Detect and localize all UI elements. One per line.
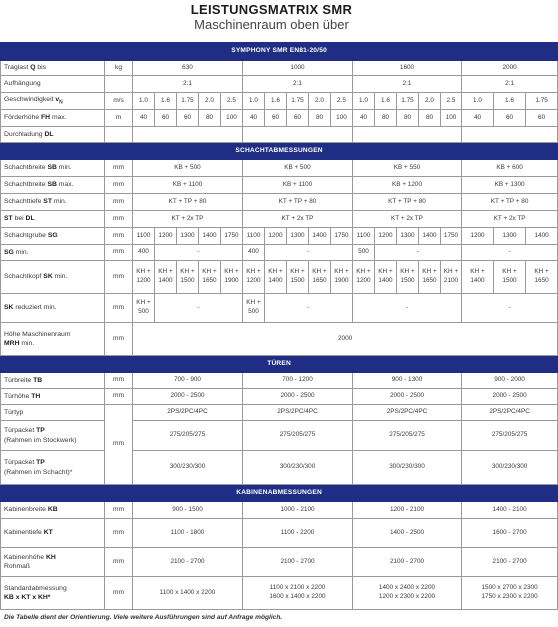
sg-cell: 1200 bbox=[155, 228, 177, 245]
sg-cell: 1750 bbox=[221, 228, 243, 245]
row-aufhaengung bbox=[1, 76, 558, 93]
speed-cell: 1.6 bbox=[265, 93, 287, 110]
sg-cell: 1200 bbox=[375, 228, 397, 245]
sg-cell: 1300 bbox=[397, 228, 419, 245]
tt-value: 2PS/2PC/4PC bbox=[243, 405, 353, 421]
page-title: LEISTUNGSMATRIX SMR bbox=[190, 2, 353, 17]
tb-value: 700 - 900 bbox=[133, 373, 243, 389]
sk-cell: KH + 1500 bbox=[397, 261, 419, 294]
sk-red-cell: KH + 500 bbox=[243, 294, 265, 323]
sb-min-value: KB + 500 bbox=[243, 160, 353, 177]
sg-min-cell: - bbox=[375, 245, 462, 261]
footnote: Die Tabelle dient der Orientierung. Viele weitere Ausführungen sind auf Anfrage möglich. bbox=[4, 614, 283, 621]
row-kh bbox=[1, 548, 558, 577]
label-kh: Kabinenhöhe KH Rohmaß bbox=[1, 548, 105, 577]
unit-kg: kg bbox=[105, 61, 133, 76]
tp1-value: 275/205/275 bbox=[243, 421, 353, 451]
fh-cell: 60 bbox=[526, 110, 558, 127]
sb-max-value: KB + 1200 bbox=[353, 177, 462, 194]
page-header bbox=[0, 0, 543, 31]
symphony-header-row bbox=[1, 43, 558, 61]
sk-red-cell: KH + 500 bbox=[133, 294, 155, 323]
kt-value: 1400 - 2500 bbox=[353, 519, 462, 548]
aufh-value: 2:1 bbox=[462, 76, 558, 93]
kb-value: 1400 - 2100 bbox=[462, 502, 558, 519]
fh-cell: 60 bbox=[265, 110, 287, 127]
sk-red-cell: - bbox=[265, 294, 353, 323]
fh-cell: 40 bbox=[353, 110, 375, 127]
fh-cell: 60 bbox=[494, 110, 526, 127]
mrh-value: 2000 bbox=[133, 323, 558, 356]
sk-cell: KH + 1200 bbox=[243, 261, 265, 294]
fh-cell: 40 bbox=[462, 110, 494, 127]
st-min-value: KT + TP + 80 bbox=[462, 194, 558, 211]
unit-mm: mm bbox=[105, 373, 133, 389]
row-sb-min bbox=[1, 160, 558, 177]
row-kt bbox=[1, 519, 558, 548]
empty-cell bbox=[353, 127, 462, 143]
st-dl-value: KT + 2x TP bbox=[133, 211, 243, 228]
tt-value: 2PS/2PC/4PC bbox=[462, 405, 558, 421]
section-tueren-header: TÜREN bbox=[1, 356, 558, 373]
sk-red-cell: - bbox=[462, 294, 558, 323]
kt-value: 1100 - 2200 bbox=[243, 519, 353, 548]
q-value: 1600 bbox=[353, 61, 462, 76]
std-value: 1100 x 2100 x 2200 1600 x 1400 x 2200 bbox=[243, 577, 353, 610]
empty-cell bbox=[133, 127, 243, 143]
unit-mm: mm bbox=[105, 228, 133, 245]
sk-cell: KH + 1400 bbox=[155, 261, 177, 294]
label-sg-min: SG min. bbox=[1, 245, 105, 261]
sk-cell: KH + 1900 bbox=[331, 261, 353, 294]
sg-cell: 1200 bbox=[462, 228, 494, 245]
speed-cell: 2.5 bbox=[331, 93, 353, 110]
aufh-value: 2:1 bbox=[133, 76, 243, 93]
fh-cell: 60 bbox=[155, 110, 177, 127]
unit-mm: mm bbox=[105, 519, 133, 548]
sk-cell: KH + 1900 bbox=[221, 261, 243, 294]
label-tb: Türbreite TB bbox=[1, 373, 105, 389]
sk-cell: KH + 1500 bbox=[287, 261, 309, 294]
sg-min-cell: 500 bbox=[353, 245, 375, 261]
label-kt: Kabinentiefe KT bbox=[1, 519, 105, 548]
sg-cell: 1100 bbox=[353, 228, 375, 245]
sg-cell: 1300 bbox=[177, 228, 199, 245]
row-st-min bbox=[1, 194, 558, 211]
sk-cell: KH + 1650 bbox=[199, 261, 221, 294]
sk-cell: KH + 1400 bbox=[375, 261, 397, 294]
std-value: 1100 x 1400 x 2200 bbox=[133, 577, 243, 610]
speed-cell: 1.75 bbox=[397, 93, 419, 110]
section-schacht-row bbox=[1, 143, 558, 160]
tb-value: 700 - 1200 bbox=[243, 373, 353, 389]
row-foerderhoehe bbox=[1, 110, 558, 127]
speed-cell: 1.0 bbox=[462, 93, 494, 110]
aufh-value: 2:1 bbox=[243, 76, 353, 93]
fh-cell: 80 bbox=[309, 110, 331, 127]
tp1-value: 275/205/275 bbox=[133, 421, 243, 451]
sk-cell: KH + 1200 bbox=[353, 261, 375, 294]
kh-value: 2100 - 2700 bbox=[133, 548, 243, 577]
tp1-value: 275/205/275 bbox=[462, 421, 558, 451]
kh-value: 2100 - 2700 bbox=[353, 548, 462, 577]
row-sb-max bbox=[1, 177, 558, 194]
row-sk bbox=[1, 261, 558, 294]
symphony-header: SYMPHONY SMR EN81-20/50 bbox=[1, 43, 558, 61]
tt-value: 2PS/2PC/4PC bbox=[353, 405, 462, 421]
sg-cell: 1750 bbox=[331, 228, 353, 245]
row-geschwindigkeit bbox=[1, 93, 558, 110]
unit-mm: mm bbox=[105, 245, 133, 261]
std-value: 1500 x 2700 x 2300 1750 x 2300 x 2200 bbox=[462, 577, 558, 610]
fh-cell: 100 bbox=[221, 110, 243, 127]
sg-min-cell: - bbox=[155, 245, 243, 261]
unit-ms: m/s bbox=[105, 93, 133, 110]
label-geschwindigkeit: Geschwindigkeit $v_N$ bbox=[1, 93, 105, 110]
label-tp-stockwerk: Türpacket TP (Rahmen im Stockwerk) bbox=[1, 421, 105, 451]
label-sk-reduziert: SK reduziert min. bbox=[1, 294, 105, 323]
fh-cell: 80 bbox=[397, 110, 419, 127]
fh-cell: 60 bbox=[177, 110, 199, 127]
tp2-value: 300/230/300 bbox=[243, 451, 353, 485]
sk-cell: KH + 1500 bbox=[177, 261, 199, 294]
st-min-value: KT + TP + 80 bbox=[243, 194, 353, 211]
tb-value: 900 - 2000 bbox=[462, 373, 558, 389]
row-standardabmessung bbox=[1, 577, 558, 610]
fh-cell: 100 bbox=[331, 110, 353, 127]
fh-cell: 80 bbox=[419, 110, 441, 127]
q-value: 2000 bbox=[462, 61, 558, 76]
aufh-value: 2:1 bbox=[353, 76, 462, 93]
speed-cell: 2.0 bbox=[309, 93, 331, 110]
speed-cell: 1.6 bbox=[375, 93, 397, 110]
sb-min-value: KB + 550 bbox=[353, 160, 462, 177]
unit-mm: mm bbox=[105, 389, 133, 405]
row-th bbox=[1, 389, 558, 405]
row-sk-reduziert bbox=[1, 294, 558, 323]
sk-cell: KH + 1400 bbox=[265, 261, 287, 294]
row-sg-min bbox=[1, 245, 558, 261]
tp2-value: 300/230/300 bbox=[462, 451, 558, 485]
unit-mm: mm bbox=[105, 194, 133, 211]
sg-cell: 1400 bbox=[526, 228, 558, 245]
sk-red-cell: - bbox=[353, 294, 462, 323]
fh-cell: 100 bbox=[441, 110, 462, 127]
st-dl-value: KT + 2x TP bbox=[243, 211, 353, 228]
unit-mm: mm bbox=[105, 261, 133, 294]
sg-min-cell: - bbox=[462, 245, 558, 261]
unit-mm: mm bbox=[105, 177, 133, 194]
std-value: 1400 x 2400 x 2200 1200 x 2300 x 2200 bbox=[353, 577, 462, 610]
th-value: 2000 - 2500 bbox=[462, 389, 558, 405]
section-schacht-header: SCHACHTABMESSUNGEN bbox=[1, 143, 558, 160]
sb-min-value: KB + 600 bbox=[462, 160, 558, 177]
th-value: 2000 - 2500 bbox=[353, 389, 462, 405]
sg-cell: 1400 bbox=[419, 228, 441, 245]
sg-cell: 1400 bbox=[309, 228, 331, 245]
speed-cell: 2.0 bbox=[199, 93, 221, 110]
row-tp-stockwerk bbox=[1, 421, 558, 451]
section-kabine-header: KABINENABMESSUNGEN bbox=[1, 485, 558, 502]
speed-cell: 1.0 bbox=[133, 93, 155, 110]
unit-empty bbox=[105, 127, 133, 143]
kt-value: 1600 - 2700 bbox=[462, 519, 558, 548]
page-subtitle: Maschinenraum oben über bbox=[194, 17, 349, 32]
unit-m: m bbox=[105, 110, 133, 127]
kh-value: 2100 - 2700 bbox=[243, 548, 353, 577]
row-tp-schacht bbox=[1, 451, 558, 485]
speed-cell: 2.5 bbox=[441, 93, 462, 110]
kh-value: 2100 - 2700 bbox=[462, 548, 558, 577]
unit-mm: mm bbox=[105, 548, 133, 577]
q-value: 630 bbox=[133, 61, 243, 76]
unit-mm: mm bbox=[105, 405, 133, 485]
label-aufhaengung: Aufhängung bbox=[1, 76, 105, 93]
row-sg bbox=[1, 228, 558, 245]
fh-cell: 60 bbox=[287, 110, 309, 127]
speed-cell: 1.0 bbox=[243, 93, 265, 110]
empty-cell bbox=[243, 127, 353, 143]
sk-cell: KH + 1400 bbox=[462, 261, 494, 294]
sk-red-cell: - bbox=[155, 294, 243, 323]
sk-cell: KH + 1650 bbox=[309, 261, 331, 294]
kb-value: 1000 - 2100 bbox=[243, 502, 353, 519]
tp2-value: 300/230/300 bbox=[353, 451, 462, 485]
label-durchladung: Durchladung DL bbox=[1, 127, 105, 143]
sk-cell: KH + 2100 bbox=[441, 261, 462, 294]
tp1-value: 275/205/275 bbox=[353, 421, 462, 451]
st-min-value: KT + TP + 80 bbox=[353, 194, 462, 211]
speed-cell: 2.5 bbox=[221, 93, 243, 110]
unit-mm: mm bbox=[105, 160, 133, 177]
th-value: 2000 - 2500 bbox=[243, 389, 353, 405]
unit-mm: mm bbox=[105, 323, 133, 356]
tp2-value: 300/230/300 bbox=[133, 451, 243, 485]
section-kabine-row bbox=[1, 485, 558, 502]
label-foerderhoehe: Förderhöhe FH max. bbox=[1, 110, 105, 127]
row-kb bbox=[1, 502, 558, 519]
kb-value: 1200 - 2100 bbox=[353, 502, 462, 519]
sg-cell: 1100 bbox=[133, 228, 155, 245]
unit-mm: mm bbox=[105, 211, 133, 228]
fh-cell: 80 bbox=[199, 110, 221, 127]
fh-cell: 40 bbox=[133, 110, 155, 127]
row-tb bbox=[1, 373, 558, 389]
label-th: Türhöhe TH bbox=[1, 389, 105, 405]
label-st-dl: ST bei DL bbox=[1, 211, 105, 228]
q-value: 1000 bbox=[243, 61, 353, 76]
sk-cell: KH + 1650 bbox=[526, 261, 558, 294]
speed-cell: 1.6 bbox=[494, 93, 526, 110]
label-sb-min: Schachtbreite SB min. bbox=[1, 160, 105, 177]
row-durchladung bbox=[1, 127, 558, 143]
sb-max-value: KB + 1100 bbox=[133, 177, 243, 194]
label-sb-max: Schachtbreite SB max. bbox=[1, 177, 105, 194]
sg-min-cell: 400 bbox=[243, 245, 265, 261]
st-dl-value: KT + 2x TP bbox=[462, 211, 558, 228]
fh-cell: 80 bbox=[375, 110, 397, 127]
label-tt: Türtyp bbox=[1, 405, 105, 421]
sg-cell: 1300 bbox=[494, 228, 526, 245]
speed-cell: 1.6 bbox=[155, 93, 177, 110]
unit-mm: mm bbox=[105, 577, 133, 610]
sg-cell: 1100 bbox=[243, 228, 265, 245]
label-sk: Schachtkopf SK min. bbox=[1, 261, 105, 294]
speed-cell: 1.75 bbox=[526, 93, 558, 110]
sg-cell: 1400 bbox=[199, 228, 221, 245]
label-kb: Kabinenbreite KB bbox=[1, 502, 105, 519]
st-dl-value: KT + 2x TP bbox=[353, 211, 462, 228]
th-value: 2000 - 2500 bbox=[133, 389, 243, 405]
fh-cell: 40 bbox=[243, 110, 265, 127]
label-standardabmessung: Standardabmessung KB x KT x KH* bbox=[1, 577, 105, 610]
tt-value: 2PS/2PC/4PC bbox=[133, 405, 243, 421]
unit-mm: mm bbox=[105, 502, 133, 519]
sk-cell: KH + 1650 bbox=[419, 261, 441, 294]
sg-cell: 1200 bbox=[265, 228, 287, 245]
speed-cell: 1.75 bbox=[287, 93, 309, 110]
label-st-min: Schachttiefe ST min. bbox=[1, 194, 105, 211]
sk-cell: KH + 1200 bbox=[133, 261, 155, 294]
unit-empty bbox=[105, 76, 133, 93]
sg-cell: 1300 bbox=[287, 228, 309, 245]
kt-value: 1100 - 1800 bbox=[133, 519, 243, 548]
sg-min-cell: - bbox=[265, 245, 353, 261]
row-mrh bbox=[1, 323, 558, 356]
sb-min-value: KB + 500 bbox=[133, 160, 243, 177]
sb-max-value: KB + 1300 bbox=[462, 177, 558, 194]
speed-cell: 1.75 bbox=[177, 93, 199, 110]
row-st-dl bbox=[1, 211, 558, 228]
row-traglast bbox=[1, 61, 558, 76]
kb-value: 900 - 1500 bbox=[133, 502, 243, 519]
st-min-value: KT + TP + 80 bbox=[133, 194, 243, 211]
unit-mm: mm bbox=[105, 294, 133, 323]
empty-cell bbox=[462, 127, 558, 143]
section-tueren-row bbox=[1, 356, 558, 373]
tb-value: 900 - 1300 bbox=[353, 373, 462, 389]
label-traglast: Traglast Q bis bbox=[1, 61, 105, 76]
sk-cell: KH + 1500 bbox=[494, 261, 526, 294]
speed-cell: 2.0 bbox=[419, 93, 441, 110]
speed-cell: 1.0 bbox=[353, 93, 375, 110]
label-mrh: Höhe Maschinenraum MRH min. bbox=[1, 323, 105, 356]
performance-matrix-table bbox=[0, 42, 558, 610]
sg-min-cell: 400 bbox=[133, 245, 155, 261]
sg-cell: 1750 bbox=[441, 228, 462, 245]
sb-max-value: KB + 1100 bbox=[243, 177, 353, 194]
row-tt bbox=[1, 405, 558, 421]
label-tp-schacht: Türpacket TP (Rahmen im Schacht)* bbox=[1, 451, 105, 485]
label-sg: Schachtgrube SG bbox=[1, 228, 105, 245]
